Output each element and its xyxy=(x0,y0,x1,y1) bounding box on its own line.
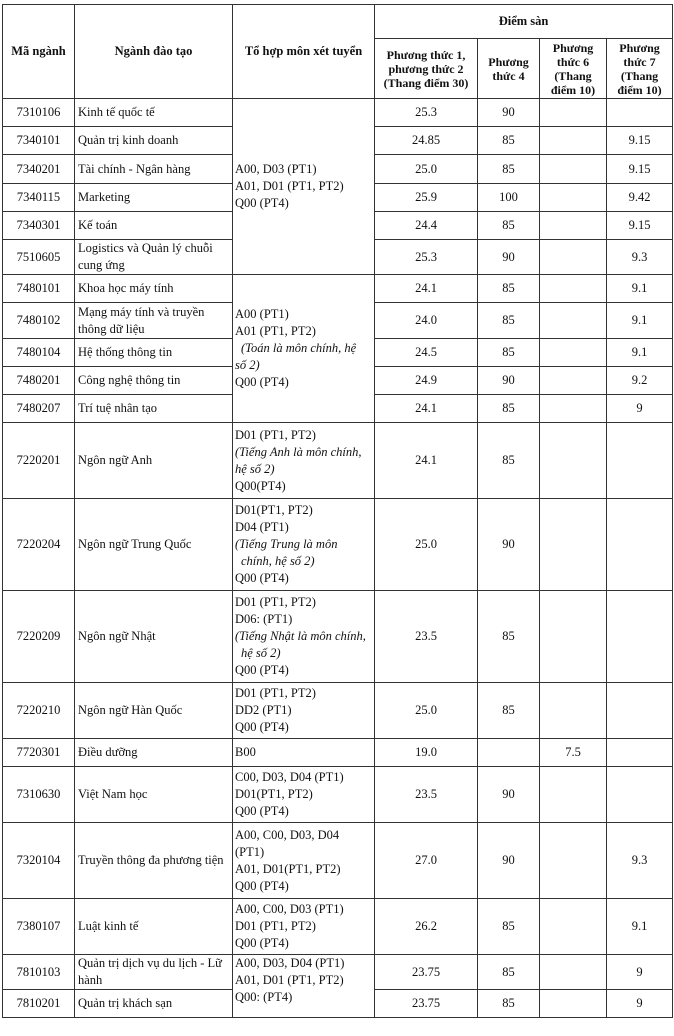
score-pt7: 9 xyxy=(607,955,673,990)
program-name: Logistics và Quản lý chuỗi cung ứng xyxy=(75,240,233,275)
score-pt12: 23.5 xyxy=(375,767,478,823)
score-pt6 xyxy=(540,99,607,127)
subject-combination xyxy=(233,591,375,683)
combination-line: (Tiếng Trung là môn xyxy=(235,537,338,551)
score-pt7: 9.3 xyxy=(607,240,673,275)
header-diem-san: Điểm sàn xyxy=(375,5,673,39)
program-name: Kế toán xyxy=(75,212,233,240)
program-code: 7480201 xyxy=(3,367,75,395)
combination-line: A01, D01(PT1, PT2) xyxy=(235,861,341,876)
score-pt12: 24.4 xyxy=(375,212,478,240)
score-pt12: 25.3 xyxy=(375,240,478,275)
score-pt12: 25.3 xyxy=(375,99,478,127)
combination-line: A01 (PT1, PT2) xyxy=(235,324,316,338)
combination-line: D01 (PT1, PT2) xyxy=(235,427,316,442)
table-row xyxy=(3,955,673,990)
score-pt7 xyxy=(607,591,673,683)
combination-line: số 2) xyxy=(235,358,260,372)
score-pt7: 9 xyxy=(607,990,673,1018)
program-code: 7340301 xyxy=(3,212,75,240)
header-pt6: Phương thức 6 (Thang điểm 10) xyxy=(540,39,607,99)
program-code: 7480102 xyxy=(3,303,75,339)
subject-combination xyxy=(233,739,375,767)
score-pt6 xyxy=(540,339,607,367)
header-to-hop: Tổ hợp môn xét tuyển xyxy=(233,5,375,99)
program-code: 7480104 xyxy=(3,339,75,367)
score-pt7: 9.42 xyxy=(607,184,673,212)
subject-combination xyxy=(233,683,375,739)
combination-line: Q00: (PT4) xyxy=(235,990,293,1004)
header-nganh-dao-tao: Ngành đào tạo xyxy=(75,5,233,99)
score-pt7: 9.15 xyxy=(607,212,673,240)
score-pt7 xyxy=(607,739,673,767)
combination-line: DD2 (PT1) xyxy=(235,703,292,717)
score-pt6 xyxy=(540,395,607,423)
combination-line: (Tiếng Anh là môn chính, xyxy=(235,444,362,459)
table-row xyxy=(3,499,673,591)
program-code: 7340201 xyxy=(3,155,75,184)
score-pt12: 24.1 xyxy=(375,275,478,303)
combination-line: D01(PT1, PT2) xyxy=(235,787,313,801)
score-pt12: 24.1 xyxy=(375,423,478,499)
combination-line: chính, hệ số 2) xyxy=(241,554,315,568)
score-pt7: 9 xyxy=(607,395,673,423)
header-pt7: Phương thức 7 (Thang điểm 10) xyxy=(607,39,673,99)
combination-line: Q00 (PT4) xyxy=(235,196,289,210)
combination-line: (PT1) xyxy=(235,844,265,859)
program-name: Trí tuệ nhân tạo xyxy=(75,395,233,423)
score-pt4: 90 xyxy=(478,823,540,899)
admission-score-table xyxy=(2,4,673,1018)
score-pt6 xyxy=(540,499,607,591)
header-pt12: Phương thức 1, phương thức 2 (Thang điểm 30) xyxy=(375,39,478,99)
combination-line: Q00 (PT4) xyxy=(235,571,289,585)
score-pt7 xyxy=(607,423,673,499)
score-pt4: 85 xyxy=(478,395,540,423)
score-pt12: 24.1 xyxy=(375,395,478,423)
program-name: Quản trị khách sạn xyxy=(75,990,233,1018)
program-name: Truyền thông đa phương tiện xyxy=(75,823,233,899)
score-pt12: 24.85 xyxy=(375,127,478,155)
subject-combination xyxy=(233,955,375,1018)
score-pt12: 23.5 xyxy=(375,591,478,683)
score-pt12: 24.5 xyxy=(375,339,478,367)
subject-combination xyxy=(233,767,375,823)
score-pt6: 7.5 xyxy=(540,739,607,767)
score-pt12: 25.0 xyxy=(375,499,478,591)
score-pt7 xyxy=(607,99,673,127)
program-name: Ngôn ngữ Anh xyxy=(75,423,233,499)
combination-line: (Toán là môn chính, hệ xyxy=(241,341,357,355)
combination-line: A00, D03 (PT1) xyxy=(235,162,317,176)
table-row xyxy=(3,99,673,127)
score-pt12: 24.0 xyxy=(375,303,478,339)
subject-combination xyxy=(233,899,375,955)
program-code: 7340101 xyxy=(3,127,75,155)
program-name: Quản trị kinh doanh xyxy=(75,127,233,155)
score-pt12: 23.75 xyxy=(375,955,478,990)
score-pt6 xyxy=(540,212,607,240)
program-code: 7310106 xyxy=(3,99,75,127)
score-pt6 xyxy=(540,184,607,212)
combination-line: D01 (PT1, PT2) xyxy=(235,595,316,609)
table-row xyxy=(3,899,673,955)
score-pt4: 85 xyxy=(478,955,540,990)
combination-line: Q00 (PT4) xyxy=(235,936,289,950)
table-row xyxy=(3,275,673,303)
score-pt6 xyxy=(540,127,607,155)
score-pt6 xyxy=(540,899,607,955)
table-row xyxy=(3,767,673,823)
program-name: Quản trị dịch vụ du lịch - Lữ hành xyxy=(75,955,233,990)
score-pt12: 19.0 xyxy=(375,739,478,767)
score-pt7: 9.15 xyxy=(607,127,673,155)
subject-combination xyxy=(233,275,375,423)
program-code: 7810103 xyxy=(3,955,75,990)
score-pt6 xyxy=(540,955,607,990)
score-pt6 xyxy=(540,591,607,683)
program-code: 7220209 xyxy=(3,591,75,683)
combination-line: D01(PT1, PT2) xyxy=(235,503,313,517)
table-body xyxy=(3,99,673,1018)
table-row xyxy=(3,423,673,499)
program-code: 7220201 xyxy=(3,423,75,499)
score-pt7: 9.1 xyxy=(607,339,673,367)
score-pt7: 9.15 xyxy=(607,155,673,184)
score-pt6 xyxy=(540,303,607,339)
score-pt7 xyxy=(607,683,673,739)
score-pt6 xyxy=(540,990,607,1018)
subject-combination xyxy=(233,823,375,899)
score-pt6 xyxy=(540,275,607,303)
program-name: Ngôn ngữ Trung Quốc xyxy=(75,499,233,591)
subject-combination xyxy=(233,423,375,499)
combination-line: Q00 (PT4) xyxy=(235,720,289,734)
score-pt12: 23.75 xyxy=(375,990,478,1018)
score-pt7: 9.1 xyxy=(607,275,673,303)
subject-combination xyxy=(233,499,375,591)
score-pt7 xyxy=(607,499,673,591)
score-pt4: 100 xyxy=(478,184,540,212)
program-code: 7510605 xyxy=(3,240,75,275)
combination-line: Q00 (PT4) xyxy=(235,375,289,389)
score-pt12: 25.0 xyxy=(375,683,478,739)
program-code: 7310630 xyxy=(3,767,75,823)
combination-line: hệ số 2) xyxy=(235,461,275,476)
subject-combination xyxy=(233,99,375,275)
program-name: Marketing xyxy=(75,184,233,212)
score-pt4: 85 xyxy=(478,990,540,1018)
score-pt12: 24.9 xyxy=(375,367,478,395)
combination-line: A01, D01 (PT1, PT2) xyxy=(235,973,344,987)
program-code: 7220210 xyxy=(3,683,75,739)
score-pt4: 90 xyxy=(478,367,540,395)
program-name: Ngôn ngữ Hàn Quốc xyxy=(75,683,233,739)
score-pt4: 85 xyxy=(478,275,540,303)
combination-line: A00, C00, D03 (PT1) xyxy=(235,902,344,916)
program-name: Mạng máy tính và truyền thông dữ liệu xyxy=(75,303,233,339)
score-pt7: 9.1 xyxy=(607,303,673,339)
score-pt7: 9.2 xyxy=(607,367,673,395)
program-code: 7480207 xyxy=(3,395,75,423)
table-row xyxy=(3,739,673,767)
program-code: 7380107 xyxy=(3,899,75,955)
score-pt4 xyxy=(478,739,540,767)
score-pt4: 90 xyxy=(478,767,540,823)
program-name: Việt Nam học xyxy=(75,767,233,823)
combination-line: hệ số 2) xyxy=(241,646,281,660)
combination-line: D01 (PT1, PT2) xyxy=(235,919,316,933)
combination-line: Q00 (PT4) xyxy=(235,663,289,677)
score-pt12: 25.0 xyxy=(375,155,478,184)
score-pt6 xyxy=(540,683,607,739)
program-code: 7810201 xyxy=(3,990,75,1018)
combination-line: A00 (PT1) xyxy=(235,307,289,321)
score-pt12: 26.2 xyxy=(375,899,478,955)
program-name: Ngôn ngữ Nhật xyxy=(75,591,233,683)
score-pt4: 90 xyxy=(478,240,540,275)
score-pt12: 25.9 xyxy=(375,184,478,212)
score-pt4: 85 xyxy=(478,683,540,739)
program-name: Luật kinh tế xyxy=(75,899,233,955)
program-name: Công nghệ thông tin xyxy=(75,367,233,395)
combination-line: C00, D03, D04 (PT1) xyxy=(235,770,344,784)
score-pt6 xyxy=(540,240,607,275)
header-ma-nganh: Mã ngành xyxy=(3,5,75,99)
program-code: 7340115 xyxy=(3,184,75,212)
score-pt4: 90 xyxy=(478,499,540,591)
score-pt4: 85 xyxy=(478,591,540,683)
combination-line: Q00(PT4) xyxy=(235,478,286,493)
table-row xyxy=(3,823,673,899)
program-code: 7320104 xyxy=(3,823,75,899)
program-name: Tài chính - Ngân hàng xyxy=(75,155,233,184)
score-pt4: 85 xyxy=(478,423,540,499)
score-pt6 xyxy=(540,423,607,499)
combination-line: A00, D03, D04 (PT1) xyxy=(235,956,345,970)
program-code: 7720301 xyxy=(3,739,75,767)
header-pt4: Phương thức 4 xyxy=(478,39,540,99)
table-row xyxy=(3,591,673,683)
combination-line: A01, D01 (PT1, PT2) xyxy=(235,179,344,193)
program-name: Hệ thống thông tin xyxy=(75,339,233,367)
program-name: Điều dưỡng xyxy=(75,739,233,767)
combination-line: B00 xyxy=(235,745,256,759)
combination-line: D06: (PT1) xyxy=(235,612,293,626)
combination-line: D04 (PT1) xyxy=(235,520,289,534)
program-code: 7480101 xyxy=(3,275,75,303)
program-name: Khoa học máy tính xyxy=(75,275,233,303)
program-name: Kinh tế quốc tế xyxy=(75,99,233,127)
combination-line: (Tiếng Nhật là môn chính, xyxy=(235,629,366,643)
score-pt4: 90 xyxy=(478,99,540,127)
combination-line: Q00 (PT4) xyxy=(235,804,289,818)
score-pt4: 85 xyxy=(478,212,540,240)
score-pt4: 85 xyxy=(478,339,540,367)
score-pt12: 27.0 xyxy=(375,823,478,899)
table-row xyxy=(3,683,673,739)
score-pt4: 85 xyxy=(478,127,540,155)
score-pt6 xyxy=(540,823,607,899)
score-pt6 xyxy=(540,767,607,823)
score-pt7: 9.1 xyxy=(607,899,673,955)
combination-line: A00, C00, D03, D04 xyxy=(235,827,340,842)
score-pt4: 85 xyxy=(478,155,540,184)
combination-line: D01 (PT1, PT2) xyxy=(235,686,316,700)
score-pt6 xyxy=(540,155,607,184)
score-pt4: 85 xyxy=(478,899,540,955)
score-pt7: 9.3 xyxy=(607,823,673,899)
combination-line: Q00 (PT4) xyxy=(235,878,289,893)
program-code: 7220204 xyxy=(3,499,75,591)
score-pt6 xyxy=(540,367,607,395)
score-pt7 xyxy=(607,767,673,823)
score-pt4: 85 xyxy=(478,303,540,339)
